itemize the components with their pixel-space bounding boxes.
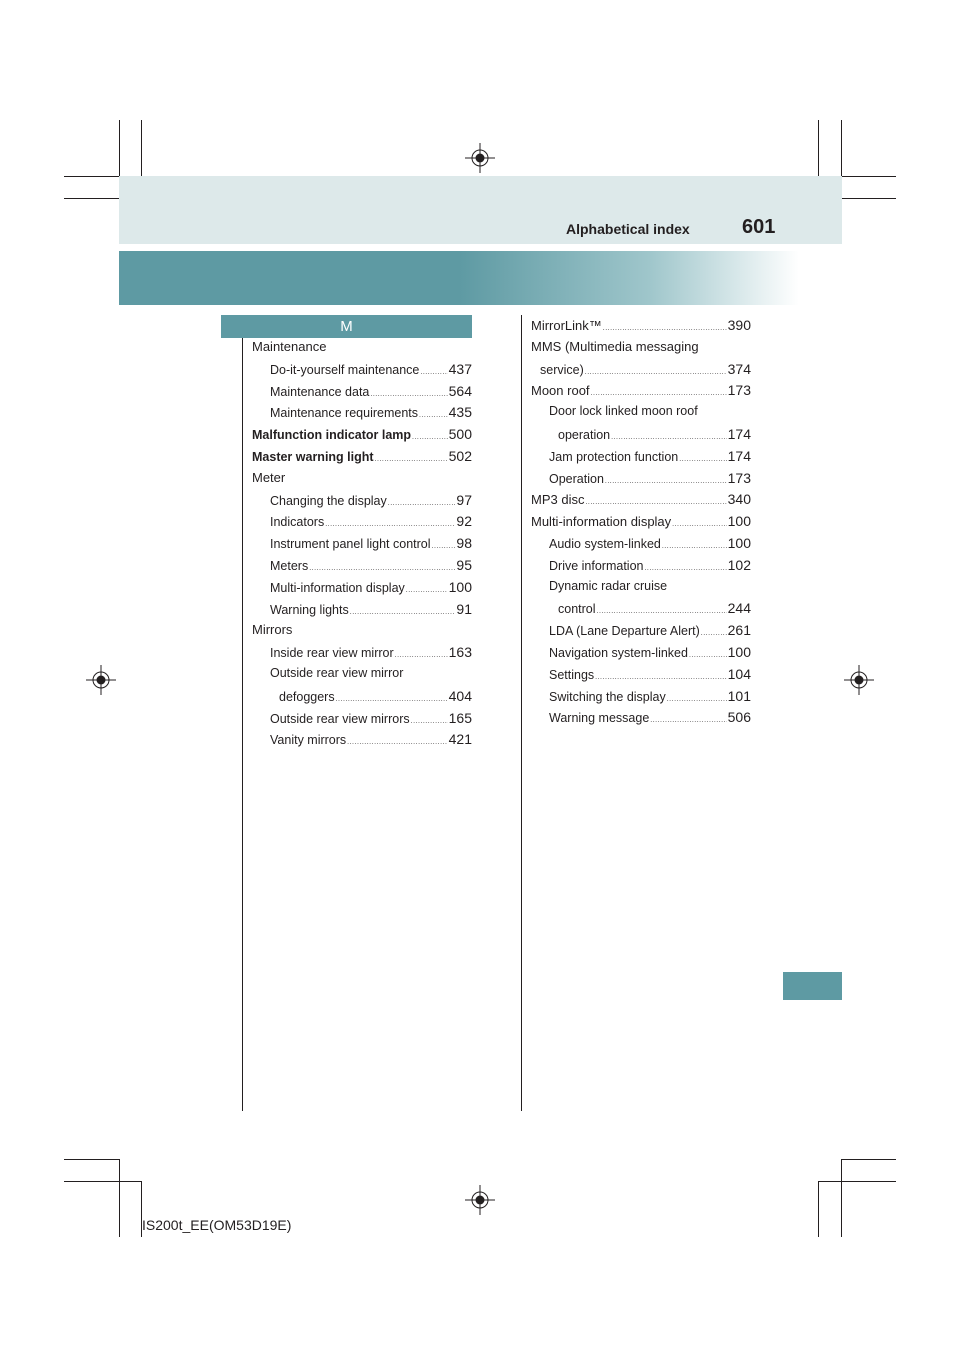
index-entry (531, 600, 751, 622)
registration-mark-icon (465, 1185, 495, 1215)
index-entry-page: 404 (448, 687, 472, 704)
index-entry (252, 666, 472, 688)
dot-leader (605, 478, 727, 485)
registration-mark-icon (86, 665, 116, 695)
index-entry (252, 731, 472, 753)
index-entry-label: Vanity mirrors (270, 733, 347, 748)
index-entry (252, 622, 472, 644)
index-entry-page: 97 (456, 491, 472, 508)
dot-leader (370, 391, 447, 398)
index-entry (252, 404, 472, 426)
index-entry-label: Jam protection function (549, 449, 679, 464)
index-entry-page: 174 (727, 425, 751, 442)
index-entry (531, 535, 751, 557)
index-entry (252, 557, 472, 579)
index-entry-label: Door lock linked moon roof (549, 404, 698, 419)
dot-leader (595, 674, 726, 681)
dot-leader (350, 609, 456, 616)
dot-leader (672, 521, 726, 528)
index-entry-page: 92 (456, 513, 472, 530)
crop-mark (818, 1181, 896, 1182)
dot-leader (585, 369, 727, 376)
index-entry (531, 339, 751, 361)
index-entry-page: 390 (727, 317, 751, 333)
index-entry-label: Dynamic radar cruise (549, 578, 668, 593)
index-entry-page: 435 (448, 404, 472, 421)
dot-leader (597, 608, 727, 615)
dot-leader (701, 630, 727, 637)
dot-leader (644, 565, 726, 572)
index-entry (252, 513, 472, 535)
index-entry-page: 502 (448, 447, 472, 464)
index-entry-page: 104 (727, 665, 751, 682)
index-entry-label: Indicators (270, 515, 325, 530)
index-entry-label: LDA (Lane Departure Alert) (549, 624, 700, 639)
index-entry (252, 710, 472, 732)
index-entry (531, 709, 751, 731)
index-entry (252, 644, 472, 666)
index-entry (531, 382, 751, 404)
index-entry (252, 535, 472, 557)
crop-mark (64, 198, 120, 199)
index-entry (252, 361, 472, 383)
index-entry-page: 437 (448, 360, 472, 377)
dot-leader (667, 696, 727, 703)
index-entry (252, 426, 472, 448)
crop-mark (119, 1159, 120, 1237)
index-entry-page: 500 (448, 426, 472, 443)
crop-mark (841, 198, 896, 199)
index-entry-page: 261 (727, 622, 751, 639)
column-rule (521, 315, 522, 1111)
crop-mark (64, 1181, 141, 1182)
index-entry-page: 100 (727, 534, 751, 551)
index-entry-label: Maintenance data (270, 384, 370, 399)
dot-leader (375, 456, 448, 463)
index-entry (531, 404, 751, 426)
index-entry (531, 688, 751, 710)
index-entry-label: Master warning light (252, 449, 374, 464)
index-entry-label: Warning lights (270, 602, 349, 617)
index-entry (531, 622, 751, 644)
index-entry (252, 448, 472, 470)
index-entry-page: 244 (727, 600, 751, 617)
dot-leader (650, 717, 726, 724)
crop-mark (841, 1159, 842, 1237)
index-entry-label: Audio system-linked (549, 536, 661, 551)
footer-document-code: IS200t_EE(OM53D19E) (142, 1217, 292, 1233)
index-entry-page: 91 (456, 600, 472, 617)
index-entry-label: MirrorLink™ (531, 318, 602, 333)
index-entry-label: service) (540, 362, 584, 377)
header-band (119, 176, 842, 244)
index-entry-page: 101 (727, 687, 751, 704)
dot-leader (388, 500, 456, 507)
thumb-index-tab (783, 972, 842, 1000)
index-entry-label: Settings (549, 667, 595, 682)
crop-mark (818, 120, 819, 176)
index-column-right (531, 317, 751, 731)
index-entry-label: Outside rear view mirror (270, 665, 404, 680)
index-entry-label: Meters (270, 558, 309, 573)
dot-leader (395, 652, 448, 659)
index-entry-label: Warning message (549, 711, 650, 726)
page-title: Alphabetical index (566, 221, 690, 237)
index-entry-page: 340 (727, 491, 751, 508)
index-entry-label: Meter (252, 469, 286, 485)
index-entry (531, 644, 751, 666)
index-entry-page: 421 (448, 731, 472, 748)
index-entry-page: 100 (448, 578, 472, 595)
dot-leader (662, 543, 727, 550)
index-entry-label: Malfunction indicator lamp (252, 428, 412, 443)
index-entry (531, 426, 751, 448)
section-letter-bar: M (221, 315, 472, 338)
index-entry-label: Maintenance (252, 339, 327, 354)
crop-mark (141, 120, 142, 176)
dot-leader (591, 390, 727, 397)
index-entry-label: Switching the display (549, 689, 666, 704)
index-entry (531, 491, 751, 513)
index-entry (531, 579, 751, 601)
dot-leader (585, 499, 726, 506)
index-entry (531, 470, 751, 492)
dot-leader (611, 434, 727, 441)
dot-leader (411, 718, 448, 725)
index-entry-page: 163 (448, 644, 472, 661)
index-entry-page: 174 (727, 447, 751, 464)
index-entry-label: Drive information (549, 558, 644, 573)
index-entry-page: 564 (448, 382, 472, 399)
crop-mark (841, 1159, 896, 1160)
index-entry (531, 557, 751, 579)
dot-leader (679, 456, 726, 463)
index-entry-label: control (558, 602, 596, 617)
dot-leader (689, 652, 727, 659)
crop-mark (64, 1159, 120, 1160)
dot-leader (420, 369, 447, 376)
dot-leader (325, 521, 455, 528)
index-entry-page: 102 (727, 556, 751, 573)
dot-leader (309, 565, 455, 572)
index-entry (531, 361, 751, 383)
index-entry-label: Outside rear view mirrors (270, 711, 410, 726)
index-entry (531, 666, 751, 688)
index-entry (252, 601, 472, 623)
page-number: 601 (742, 216, 776, 238)
header-gradient-bar (119, 251, 799, 305)
index-entry-label: Inside rear view mirror (270, 646, 394, 661)
index-entry-page: 100 (727, 513, 751, 530)
index-entry-page: 165 (448, 709, 472, 726)
index-entry-label: Multi-information display (531, 514, 672, 530)
index-entry (252, 688, 472, 710)
dot-leader (432, 543, 456, 550)
registration-mark-icon (844, 665, 874, 695)
index-entry-label: operation (558, 427, 611, 442)
dot-leader (336, 696, 448, 703)
index-entry-page: 95 (456, 556, 472, 573)
index-entry-label: Navigation system-linked (549, 645, 688, 660)
index-entry-page: 173 (727, 382, 751, 399)
index-entry-page: 100 (727, 643, 751, 660)
index-entry-label: MP3 disc (531, 492, 585, 508)
dot-leader (419, 412, 448, 419)
index-entry (531, 317, 751, 339)
index-entry-page: 173 (727, 469, 751, 486)
index-entry (531, 448, 751, 470)
index-entry (252, 339, 472, 361)
dot-leader (603, 325, 727, 332)
index-entry-label: Moon roof (531, 383, 590, 399)
crop-mark (818, 1181, 819, 1237)
index-entry (252, 470, 472, 492)
index-entry-label: Multi-information display (270, 580, 405, 595)
index-entry (252, 492, 472, 514)
dot-leader (347, 739, 447, 746)
index-entry-label: Do-it-yourself maintenance (270, 362, 420, 377)
index-entry-label: MMS (Multimedia messaging (531, 338, 699, 354)
index-entry-page: 98 (456, 535, 472, 552)
index-entry-label: Changing the display (270, 493, 387, 508)
index-entry-label: Maintenance requirements (270, 406, 418, 421)
index-entry-label: Instrument panel light control (270, 537, 431, 552)
index-entry (252, 579, 472, 601)
dot-leader (412, 434, 448, 441)
index-entry-page: 506 (727, 709, 751, 726)
index-entry-page: 374 (727, 360, 751, 377)
registration-mark-icon (465, 143, 495, 173)
index-column-left (252, 339, 472, 753)
index-entry (531, 513, 751, 535)
column-rule (242, 338, 243, 1111)
index-entry-label: Operation (549, 471, 604, 486)
index-entry-label: Mirrors (252, 622, 293, 638)
dot-leader (406, 587, 448, 594)
index-entry-label: defoggers (279, 689, 335, 704)
index-entry (252, 383, 472, 405)
